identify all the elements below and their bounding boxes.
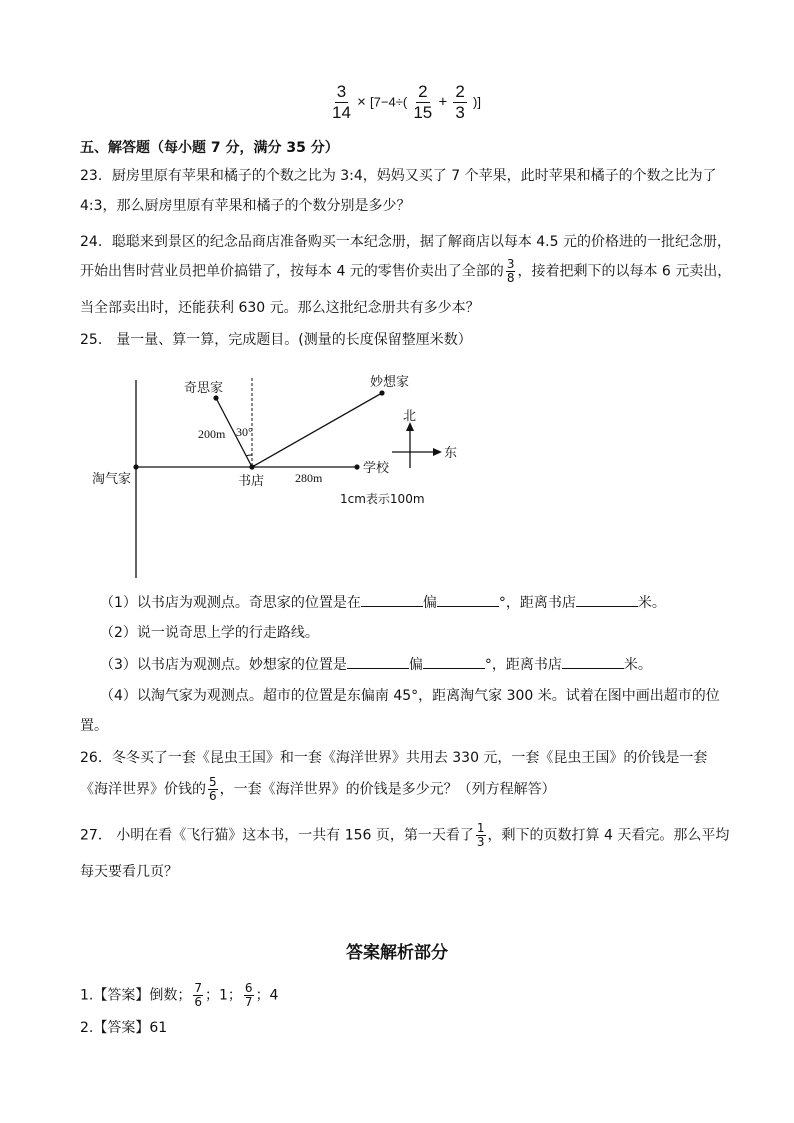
point-qisi: [213, 395, 218, 400]
label-miaoxiang: 妙想家: [370, 375, 410, 390]
label-bookstore: 书店: [238, 474, 265, 489]
answer-blank[interactable]: [423, 654, 485, 669]
label-north: 北: [403, 409, 417, 424]
label-qisi: 奇思家: [184, 381, 224, 396]
question-24-line3: 当全部卖出时，还能获利 630 元。那么这批纪念册共有多少本？: [80, 300, 480, 316]
answer-blank[interactable]: [347, 654, 409, 669]
fraction: $\frac{5}{6}$: [209, 775, 217, 803]
answer-blank[interactable]: [562, 654, 624, 669]
answer-blank[interactable]: [576, 592, 638, 607]
point-miaoxiang: [379, 390, 384, 395]
section-title: 五、解答题（每小题 7 分，满分 35 分）: [80, 140, 339, 156]
fraction: $\frac{6}{7}$: [244, 981, 253, 1009]
formula-fraction: $\frac{2}{3}$: [455, 82, 465, 122]
fraction: $\frac{7}{6}$: [194, 981, 202, 1009]
question-25-sub2: （2）说一说奇思上学的行走路线。: [100, 625, 319, 641]
question-25-title: 25． 量一量、算一算，完成题目。(测量的长度保留整厘米数）: [80, 332, 472, 348]
point-school: [354, 464, 359, 469]
answer-1: 1.【答案】倒数； $\frac{7}{6}$ ；1； $\frac{6}{7}$ ；4: [80, 981, 279, 1009]
question-23-line2: 4:3，那么厨房里原有苹果和橘子的个数分别是多少？: [80, 198, 411, 214]
label-angle: 30°: [236, 425, 253, 439]
angle-arc: [246, 455, 252, 456]
answer-blank[interactable]: [361, 592, 423, 607]
line-to-miaoxiang-home: [252, 393, 382, 467]
fraction: $\frac{1}{3}$: [476, 821, 485, 849]
answer-blank[interactable]: [437, 592, 499, 607]
question-26-line2: 《海洋世界》价钱的 $\frac{5}{6}$ ，一套《海洋世界》的价钱是多少元？（列方程解答）: [80, 775, 556, 803]
label-280m: 280m: [295, 471, 323, 485]
question-25-sub4-line1: （4）以淘气家为观测点。超市的位置是东偏南 45°，距离淘气家 300 米。试着在图中画出超市的位: [100, 688, 720, 704]
formula-fraction: $\frac{2}{15}$: [413, 82, 433, 122]
question-24-line2: 开始出售时营业员把单价搞错了，按每本 4 元的零售价卖出了全部的 $\frac{3}{8}$ ，接着把剩下的以每本 6 元卖出，: [80, 257, 732, 285]
label-scale: 1cm表示100m: [340, 492, 425, 506]
fraction: $\frac{3}{8}$: [506, 257, 515, 285]
question-23-line1: 23．厨房里原有苹果和橘子的个数之比为 3:4，妈妈又买了 7 个苹果，此时苹果和橘子的个数之比为了: [80, 168, 717, 184]
label-200m: 200m: [198, 427, 226, 441]
question-26-line1: 26．冬冬买了一套《昆虫王国》和一套《海洋世界》共用去 330 元，一套《昆虫王国》的价钱是一套: [80, 750, 708, 766]
direction-diagram: [80, 370, 480, 580]
label-taoqi: 淘气家: [92, 472, 132, 487]
formula-fraction: $\frac{3}{14}$: [332, 82, 351, 122]
point-taoqi: [133, 464, 138, 469]
question-25-sub1: （1）以书店为观测点。奇思家的位置是在 偏 °，距离书店 米。: [100, 592, 666, 613]
label-school: 学校: [363, 461, 390, 476]
question-25-sub4-line2: 置。: [80, 718, 108, 734]
question-24-line1: 24．聪聪来到景区的纪念品商店准备购买一本纪念册，据了解商店以每本 4.5 元的价格进的一批纪念册，: [80, 234, 731, 250]
label-east: 东: [444, 446, 458, 461]
formula: $\frac{3}{14}$ × [7−4÷( $\frac{2}{15}$ + $\frac{2}{3}$ )]: [332, 82, 481, 122]
question-25-sub3: （3）以书店为观测点。妙想家的位置是 偏 °，距离书店 米。: [100, 654, 652, 675]
compass-east-arrow: [433, 448, 442, 456]
answers-title: 答案解析部分: [346, 943, 448, 963]
point-bookstore: [249, 464, 254, 469]
answer-2: 2.【答案】61: [80, 1020, 168, 1036]
question-27-line1: 27． 小明在看《飞行猫》这本书，一共有 156 页，第一天看了 $\frac{1}{3}$ ，剩下的页数打算 4 天看完。那么平均: [80, 821, 730, 849]
question-27-line2: 每天要看几页？: [80, 864, 178, 880]
